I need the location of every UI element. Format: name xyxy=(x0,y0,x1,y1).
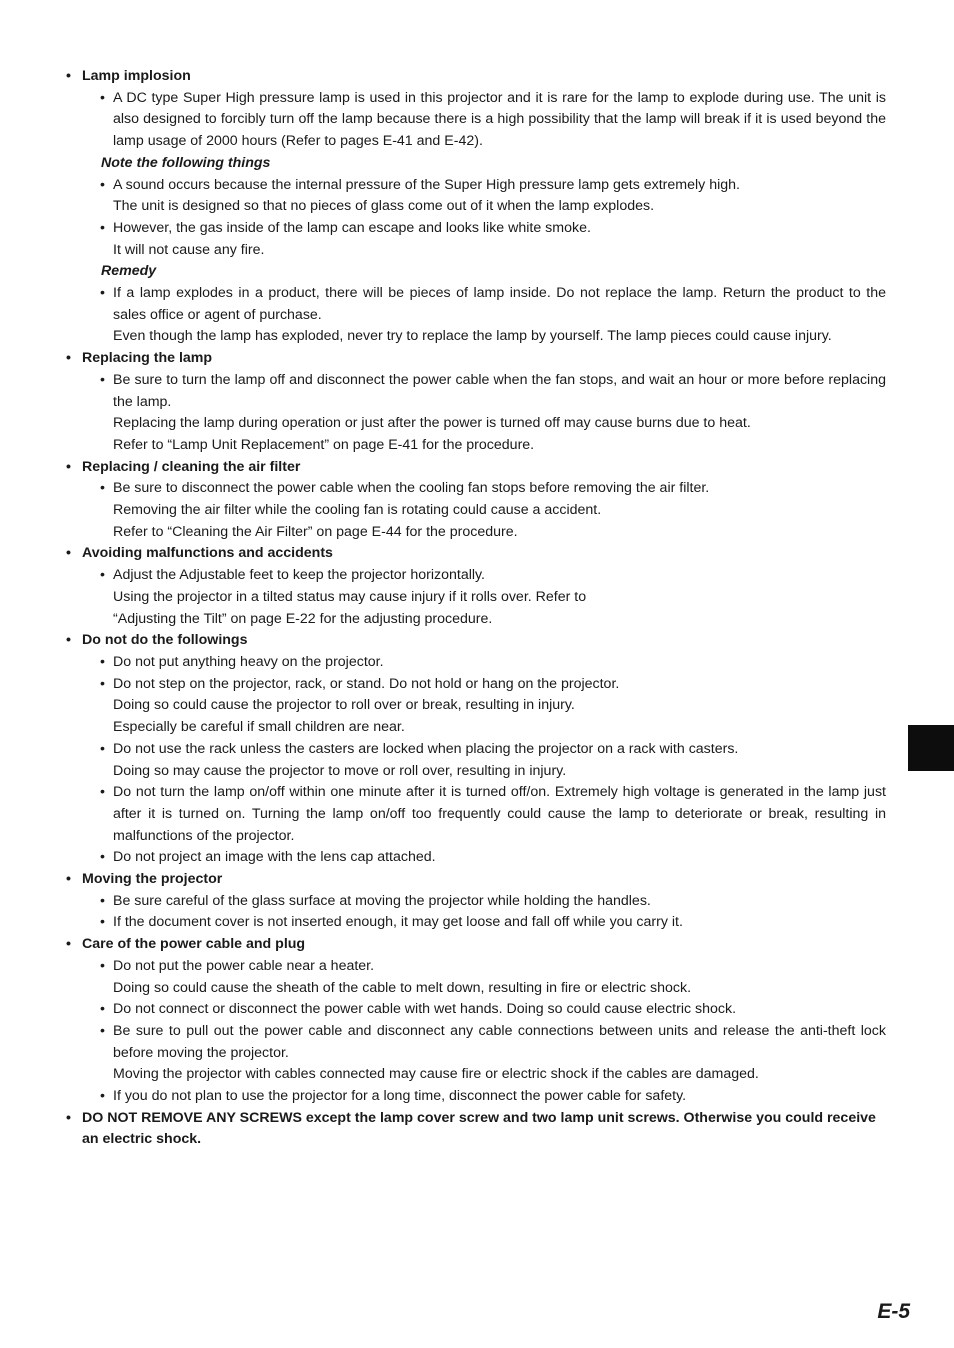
list-item xyxy=(82,999,886,1021)
section xyxy=(66,66,886,348)
item-text: However, the gas inside of the lamp can escape and looks like white smoke. xyxy=(113,219,591,236)
bullet-icon: • xyxy=(100,675,105,692)
section-title: Lamp implosion xyxy=(82,68,191,84)
list-item xyxy=(82,370,886,457)
bullet-icon: • xyxy=(66,350,71,367)
item-text: Do not put the power cable near a heater. xyxy=(113,957,375,974)
item-text: It will not cause any fire. xyxy=(113,241,265,258)
bullet-icon: • xyxy=(100,914,105,931)
list-item xyxy=(82,956,886,999)
bullet-icon: • xyxy=(100,480,105,497)
section xyxy=(66,457,886,544)
bullet-icon: • xyxy=(100,567,105,584)
item-text: Do not step on the projector, rack, or stand. Do not hold or hang on the projector. xyxy=(113,675,620,692)
bullet-icon: • xyxy=(100,285,105,302)
item-text: A sound occurs because the internal pressure of the Super High pressure lamp gets extremely high. xyxy=(113,176,740,193)
bullet-icon: • xyxy=(100,219,105,236)
bullet-icon: • xyxy=(100,653,105,670)
item-text: Do not connect or disconnect the power cable with wet hands. Doing so could cause electric shock. xyxy=(113,1001,737,1018)
section-title: Moving the projector xyxy=(82,871,223,888)
item-text: Do not turn the lamp on/off within one minute after it is turned off/on. Extremely high voltage is generated in the lamp just after it is turned on. Turning the lamp on/off too frequently could cause the lamp to deteriorate or break, resulting in malfunctions of the projector. xyxy=(113,784,886,844)
list-item xyxy=(82,674,886,739)
bullet-icon: • xyxy=(100,176,105,193)
subheading: Remedy xyxy=(101,263,157,280)
bullet-icon: • xyxy=(66,545,71,562)
item-text: Be sure to pull out the power cable and disconnect any cable connections between units and release the anti-theft lock before moving the projector. xyxy=(113,1022,886,1061)
section-title: Replacing / cleaning the air filter xyxy=(82,458,301,475)
list-item xyxy=(82,478,886,543)
bullet-icon: • xyxy=(100,892,105,909)
section xyxy=(66,869,886,934)
item-text: Doing so could cause the projector to roll over or break, resulting in injury. xyxy=(113,697,575,714)
bullet-icon: • xyxy=(66,68,71,84)
bullet-icon: • xyxy=(100,957,105,974)
item-text: Be sure careful of the glass surface at moving the projector while holding the handles. xyxy=(113,892,651,909)
list-item xyxy=(82,739,886,782)
item-text: If the document cover is not inserted enough, it may get loose and fall off while you carry it. xyxy=(113,914,683,931)
list-item xyxy=(82,891,886,913)
list-item xyxy=(82,847,886,869)
subheading: Note the following things xyxy=(101,154,271,171)
list-item xyxy=(82,912,886,934)
list-item xyxy=(82,1021,886,1086)
section-title: Avoiding malfunctions and accidents xyxy=(82,545,333,562)
item-text: If a lamp explodes in a product, there will be pieces of lamp inside. Do not replace the lamp. Return the product to the sales office or agent of purchase. xyxy=(113,285,886,323)
item-text: Refer to “Lamp Unit Replacement” on page E-41 for the procedure. xyxy=(113,436,535,453)
bullet-icon: • xyxy=(100,1022,105,1039)
list-item xyxy=(82,88,886,153)
bullet-icon: • xyxy=(100,849,105,866)
list-item xyxy=(82,175,886,218)
section-title: DO NOT REMOVE ANY SCREWS except the lamp cover screw and two lamp unit screws. Otherwise you could receive an electric shock. xyxy=(82,1109,876,1148)
bullet-icon: • xyxy=(100,740,105,757)
item-text: Removing the air filter while the cooling fan is rotating could cause a accident. xyxy=(113,502,602,519)
item-text: Refer to “Cleaning the Air Filter” on page E-44 for the procedure. xyxy=(113,523,518,540)
item-text: Even though the lamp has exploded, never try to replace the lamp by yourself. The lamp pieces could cause injury. xyxy=(113,328,832,345)
item-text: Do not project an image with the lens cap attached. xyxy=(113,849,436,866)
section xyxy=(66,630,886,869)
item-text: Do not put anything heavy on the projector. xyxy=(113,653,384,670)
page-number: E-5 xyxy=(877,1300,910,1323)
item-text: Adjust the Adjustable feet to keep the projector horizontally. xyxy=(113,567,485,584)
item-text: Replacing the lamp during operation or just after the power is turned off may cause burns due to heat. xyxy=(113,415,751,432)
bullet-icon: • xyxy=(100,1001,105,1018)
section xyxy=(66,348,886,457)
bullet-icon: • xyxy=(66,1109,71,1126)
list-item xyxy=(82,652,886,674)
section xyxy=(66,543,886,630)
item-text: Be sure to disconnect the power cable when the cooling fan stops before removing the air filter. xyxy=(113,480,710,497)
bullet-icon: • xyxy=(66,458,71,475)
section-title: Do not do the followings xyxy=(82,632,248,649)
section-tab-marker xyxy=(908,725,954,771)
bullet-icon: • xyxy=(66,632,71,649)
item-text: The unit is designed so that no pieces of glass come out of it when the lamp explodes. xyxy=(113,198,655,215)
list-item xyxy=(82,565,886,630)
bullet-icon: • xyxy=(100,784,105,801)
item-text: Doing so could cause the sheath of the cable to melt down, resulting in fire or electric shock. xyxy=(113,979,692,996)
section-title: Replacing the lamp xyxy=(82,350,213,367)
item-text: Do not use the rack unless the casters are locked when placing the projector on a rack with casters. xyxy=(113,740,739,757)
document-body xyxy=(66,66,886,1151)
list-item xyxy=(82,1086,886,1108)
list-item xyxy=(82,782,886,847)
bullet-icon: • xyxy=(100,371,105,388)
bullet-icon: • xyxy=(66,871,71,888)
item-text: A DC type Super High pressure lamp is used in this projector and it is rare for the lamp to explode during use. The unit is also designed to forcibly turn off the lamp because there is a high possibility that the lamp will break if it is used beyond the lamp usage of 2000 hours (Refer to pages E-41 and E-42). xyxy=(113,89,886,150)
item-text: Moving the projector with cables connected may cause fire or electric shock if the cables are damaged. xyxy=(113,1066,759,1083)
section-title: Care of the power cable and plug xyxy=(82,936,306,953)
bullet-icon: • xyxy=(100,89,105,106)
bullet-icon: • xyxy=(66,936,71,953)
item-text: If you do not plan to use the projector for a long time, disconnect the power cable for safety. xyxy=(113,1088,687,1105)
bullet-icon: • xyxy=(100,1088,105,1105)
section xyxy=(66,1108,886,1151)
item-text: Be sure to turn the lamp off and disconnect the power cable when the fan stops, and wait an hour or more before replacing the lamp. xyxy=(113,371,886,410)
item-text: Using the projector in a tilted status may cause injury if it rolls over. Refer to xyxy=(113,588,587,605)
item-text: “Adjusting the Tilt” on page E-22 for the adjusting procedure. xyxy=(113,610,493,627)
item-text: Especially be careful if small children are near. xyxy=(113,719,405,736)
list-item xyxy=(82,283,886,348)
item-text: Doing so may cause the projector to move or roll over, resulting in injury. xyxy=(113,762,567,779)
section xyxy=(66,934,886,1108)
list-item xyxy=(82,218,886,261)
